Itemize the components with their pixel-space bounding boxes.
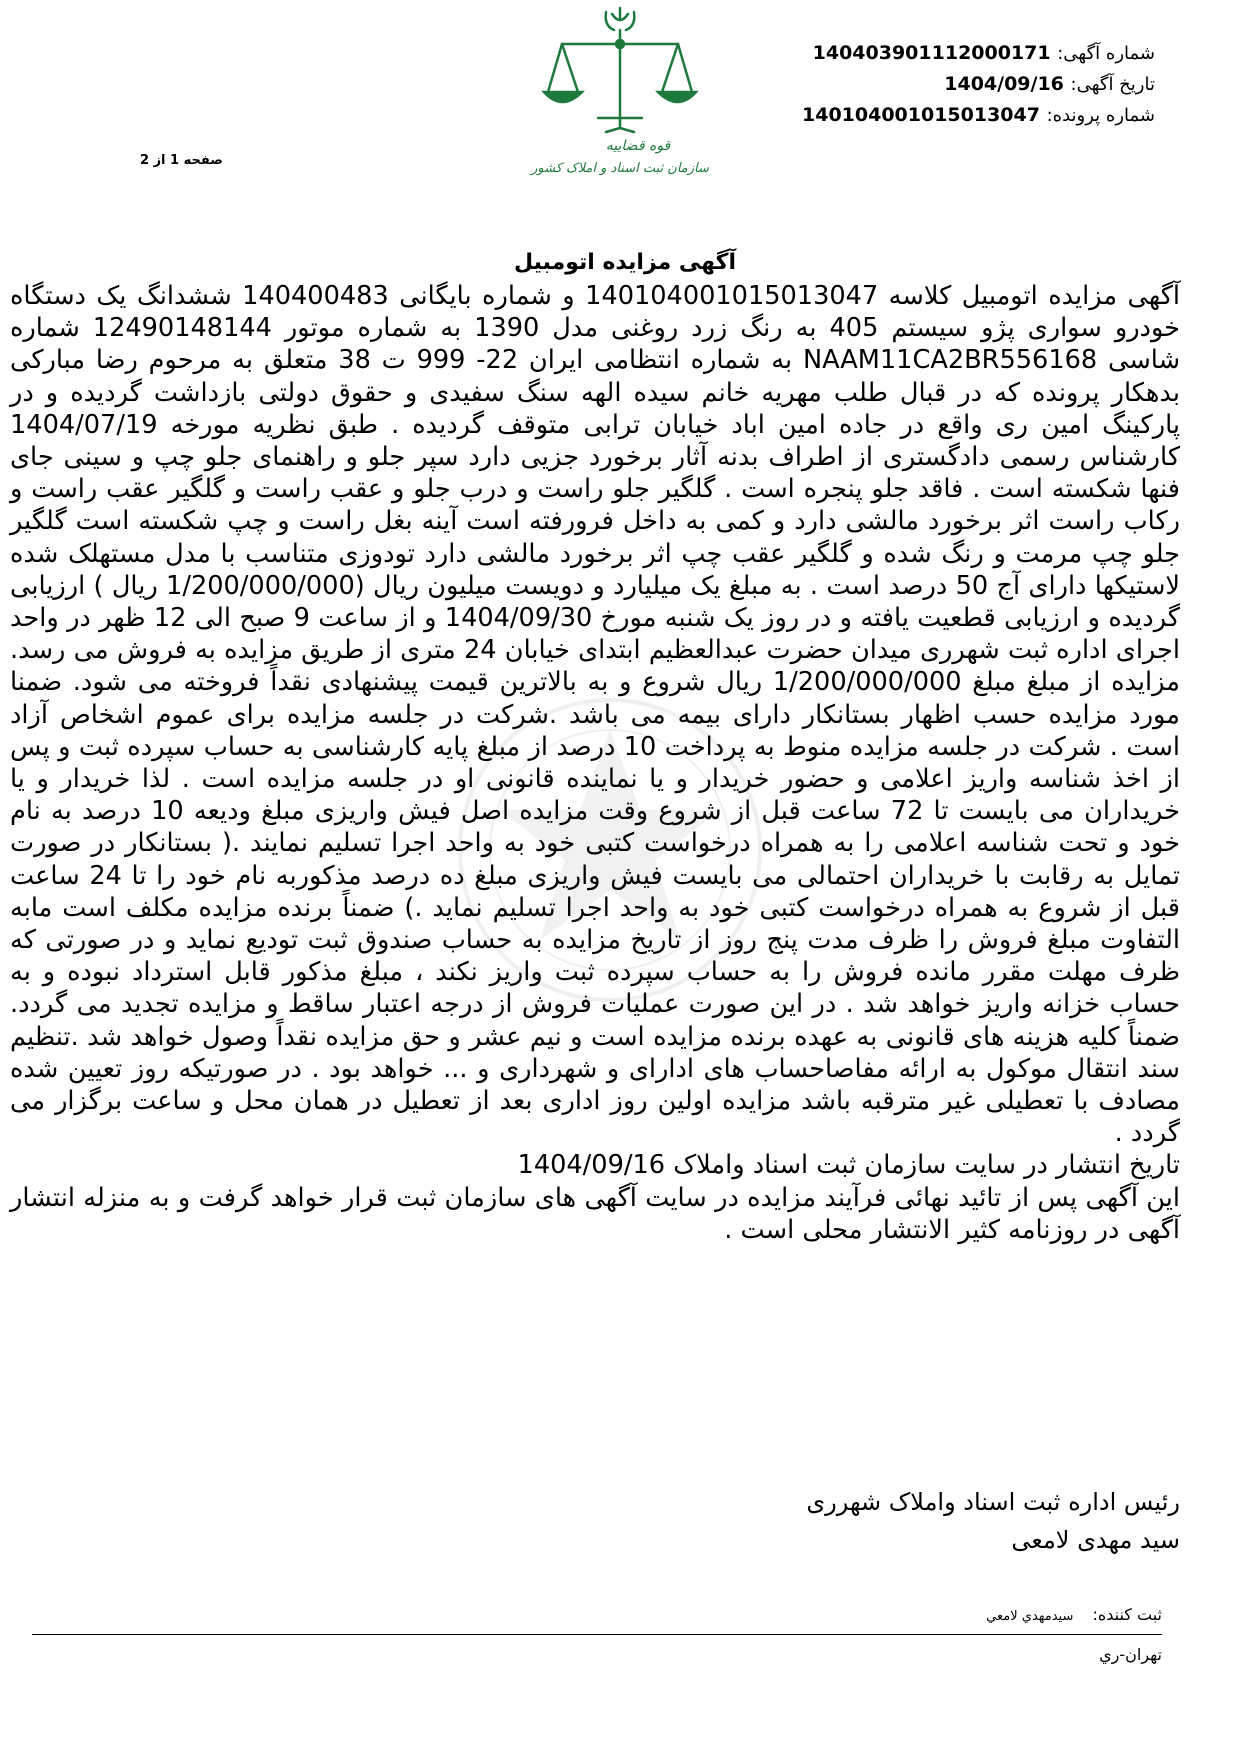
ad-date-label: تاریخ آگهی: — [1070, 74, 1155, 95]
ad-date: 1404/09/16 — [944, 73, 1064, 95]
judiciary-emblem-icon — [520, 0, 720, 200]
ad-number: 140403901112000171 — [812, 42, 1051, 64]
publish-date-line: تاریخ انتشار در سایت سازمان ثبت اسناد واملاک 1404/09/16 — [517, 1150, 1180, 1181]
ad-number-row — [802, 38, 1155, 69]
ad-body-main: آگهی مزایده اتومبیل کلاسه 140104001015013047 و شماره بایگانی 140400483 ششدانگ یک دستگاه خودرو سواری پژو سیستم 405 به رنگ زرد روغنی مدل 1390 به شماره موتور 12490148144 شماره شاسی NAAM11CA2BR556168 به شماره انتظامی ایران 22- 999 ت 38 متعلق به مرحوم رضا مبارکی بدهکار پرونده که در قبال طلب مهریه خانم سیده الهه سنگ سفیدی و حقوق دولتی بازداشت گردیده و در پارکینگ امین ری واقع در جاده امین اباد خیابان ترابی متوقف گردیده . طبق نظریه مورخه 1404/07/19 کارشناس رسمی دادگستری از اطراف بدنه آثار برخورد جزیی دارد سپر جلو و راهنمای جلو چپ و سینی جای فنها شکسته است . فاقد جلو پنجره است . گلگیر جلو راست و درب جلو و عقب راست و گلگیر عقب راست و رکاب راست اثر برخورد مالشی دارد و کمی به داخل فرورفته است آینه بغل راست و چپ شکسته است گلگیر جلو چپ مرمت و رنگ شده و گلگیر عقب چپ اثر برخورد مالشی دارد تودوزی متناسب با مدل مستهلک شده لاستیکها دارای آج 50 درصد است . به مبلغ یک میلیارد و دویست میلیون ریال (1/200/000/000 ریال ) ارزیابی گردیده و ارزیابی قطعیت یافته و در روز یک شنبه مورخ 1404/09/30 و از ساعت 9 صبح الی 12 ظهر در واحد اجرای اداره ثبت شهرری میدان حضرت عبدالعظیم ابتدای خیابان 24 متری از طریق مزایده به فروش می رسد. مزایده از مبلغ مبلغ 1/200/000/000 ریال شروع و به بالاترین قیمت پیشنهادی نقداً فروخته می شود. ضمنا مورد مزایده حسب اظهار بستانکار دارای بیمه می باشد .شرکت در جلسه مزایده برای عموم اشخاص آزاد است . شرکت در جلسه مزایده منوط به پرداخت 10 درصد از مبلغ پایه کارشناسی به حساب سپرده ثبت و پس از اخذ شناسه واریز اعلامی و حضور خریدار و یا نماینده قانونی او در جلسه مزایده است . لذا خریدار و یا خریداران می بایست تا 72 ساعت قبل از شروع وقت مزایده اصل فیش واریزی مبلغ ودیعه 10 درصد به نام خود و تحت شناسه اعلامی را به همراه درخواست کتبی خود به واحد اجرا تسلیم نمایند .( بستانکار در صورت تمایل به رقابت با خریداران احتمالی می بایست فیش واریزی مبلغ ده درصد مذکوربه نام خود را تا 24 ساعت قبل از شروع به همراه درخواست کتبی خود به واحد اجرا تسلیم نماید .) ضمناً برنده مزایده مکلف است مابه التفاوت مبلغ فروش را ظرف مدت پنج روز از تاریخ مزایده به حساب صندوق ثبت تودیع نماید و در صورتی که ظرف مهلت مقرر مانده فروش را به حساب سپرده ثبت واریز نکند ، مبلغ مذکور قابل استرداد نبوده و به حساب خزانه واریز خواهد شد . در این صورت عملیات فروش از درجه اعتبار ساقط و مزایده تجدید می گردد. ضمناً کلیه هزینه های قانونی به عهده برنده مزایده است و نیم عشر و حق مزایده نقداً وصول خواهد شد .تنظیم سند انتقال موکول به ارائه مفاصاحساب های ادارای و شهرداری و ... خواهد بود . در صورتیکه روز تعیین شده مصادف با تعطیلی غیر مترقبه باشد مزایده اولین روز اداری بعد از تعطیل در همان محل و ساعت برگزار می گردد . — [10, 281, 1181, 1149]
signer-name: سید مهدی لامعی — [1011, 1526, 1180, 1554]
signature-block — [806, 1483, 1180, 1559]
ad-number-label: شماره آگهی: — [1057, 43, 1155, 64]
ad-body — [10, 280, 1180, 1246]
ad-date-row — [802, 69, 1155, 100]
footer-location: تهران-ري — [1099, 1645, 1162, 1664]
registrar-label: ثبت کننده: — [1092, 1605, 1162, 1624]
ad-meta — [802, 38, 1155, 131]
page-title: آگهی مزایده اتومبیل — [513, 250, 737, 275]
registrar-name: سیدمهدي لامعي — [986, 1609, 1074, 1624]
signer-position: رئیس اداره ثبت اسناد واملاک شهرری — [806, 1488, 1180, 1516]
emblem-line1: قوه قضاییه — [605, 138, 671, 154]
file-number-row — [802, 100, 1155, 131]
file-number: 140104001015013047 — [802, 104, 1040, 126]
publish-note: این آگهی پس از تائید نهائی فرآیند مزایده در سایت آگهی های سازمان ثبت قرار خواهد گرفت و به منزله انتشار آگهی در روزنامه کثیر الانتشار محلی است . — [10, 1182, 1180, 1245]
registrar-line — [986, 1605, 1162, 1624]
file-number-label: شماره پرونده: — [1046, 105, 1155, 126]
emblem-line2: سازمان ثبت اسناد و املاک کشور — [531, 161, 709, 176]
page-number: صفحه 1 از 2 — [140, 153, 223, 168]
footer-divider — [32, 1634, 1162, 1635]
